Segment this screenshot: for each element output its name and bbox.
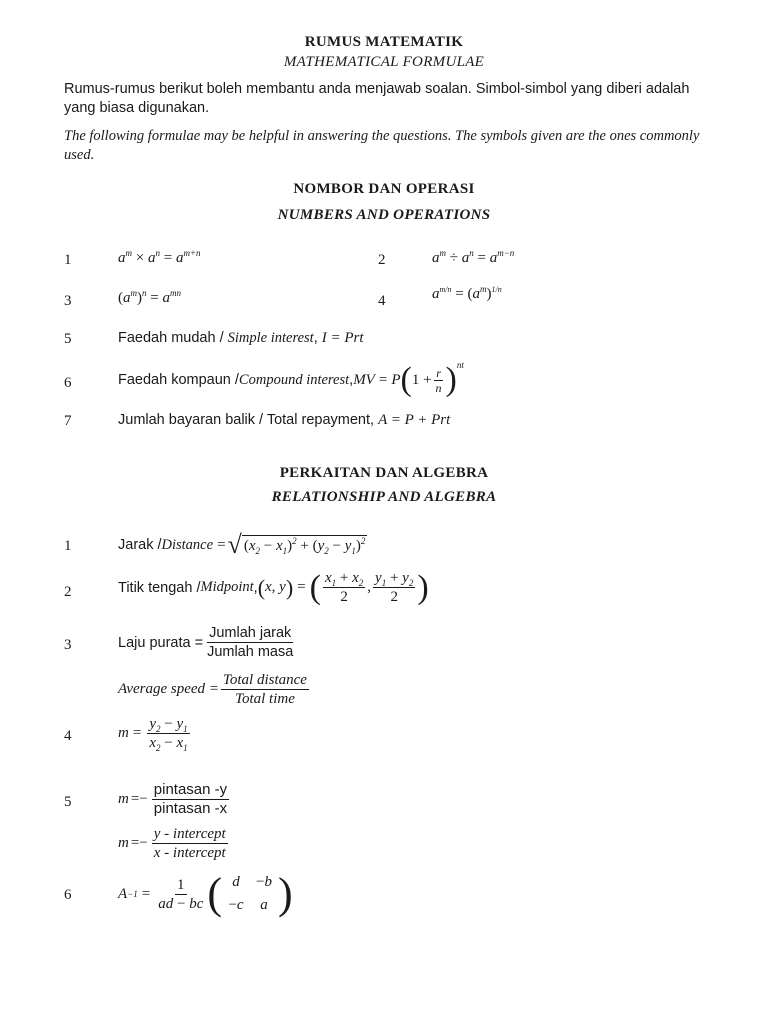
formula-inverse-matrix: A −1 = $\frac{1}{ad - bc}$ ( d −b −c a ) (118, 869, 293, 918)
section-subtitle-numbers: NUMBERS AND OPERATIONS (277, 207, 491, 223)
section-subtitle-algebra: RELATIONSHIP AND ALGEBRA (271, 489, 497, 505)
formula-index-power: $(a^m)^n = a^{mn}$ (118, 288, 181, 306)
formula-number: 7 (64, 413, 72, 429)
formula-gradient-intercept-en: m =− $\frac{\text{y - intercept}}{\text{x - intercept}}$ (118, 826, 226, 861)
formula-index-multiply: $a^m \times a^n = a^{m+n}$ (118, 248, 201, 266)
formula-simple-interest: Faedah mudah / Simple interest, I = Prt (118, 330, 364, 346)
formula-number: 6 (64, 887, 72, 903)
page-title: RUMUS MATEMATIK (304, 34, 464, 50)
page-subtitle: MATHEMATICAL FORMULAE (283, 54, 485, 70)
formula-fractional-index: $a^{m/n} = (a^m)^{1/n}$ (432, 284, 502, 302)
formula-index-divide: $a^m \div a^n = a^{m-n}$ (432, 248, 515, 266)
formula-number: 1 (64, 252, 72, 268)
intro-malay: Rumus-rumus berikut boleh membantu anda menjawab soalan. Simbol-simbol yang diberi adalah yang biasa digunakan. (64, 81, 690, 116)
formula-number: 2 (378, 252, 386, 268)
formula-gradient-intercept-ms: m =− $\frac{\text{pintasan -y}}{\text{pintasan -x}}$ (118, 781, 228, 817)
formula-number: 6 (64, 375, 72, 391)
formula-number: 5 (64, 794, 72, 810)
formula-midpoint: Titik tengah / Midpoint , ( x, y ) = ( $\frac{x_1 + x_2}{2}$ , $\frac{y_1 + y_2}{2}$ ) (118, 568, 429, 606)
formula-compound-interest: Faedah kompaun / Compound interest , MV = P ( 1 + $\frac{r}{n}$ ) nt (118, 360, 464, 398)
formula-gradient: m = $\frac{y_2 - y_1}{x_2 - x_1}$ (118, 716, 188, 753)
intro-english: The following formulae may be helpful in answering the questions. The symbols given are the ones commonly used. (64, 128, 700, 163)
formula-number: 3 (64, 637, 72, 653)
formula-average-speed-en: Average speed = $\frac{\text{Total distance}}{\text{Total time}}$ (118, 672, 307, 707)
section-title-numbers: NOMBOR DAN OPERASI (293, 181, 475, 197)
formula-average-speed-ms: Laju purata = $\frac{\text{Jumlah jarak}}{\text{Jumlah masa}}$ (118, 625, 294, 660)
formula-total-repayment: Jumlah bayaran balik / Total repayment, A = P + Prt (118, 412, 451, 428)
formula-number: 5 (64, 331, 72, 347)
formula-number: 1 (64, 538, 72, 554)
formula-number: 2 (64, 584, 72, 600)
formula-distance: Jarak / Distance = √ $(x_2 - x_1)^2 + (y_2 - y_1)^2$ (118, 530, 366, 559)
section-title-algebra: PERKAITAN DAN ALGEBRA (279, 465, 489, 481)
formula-number: 4 (378, 293, 386, 309)
formula-number: 3 (64, 293, 72, 309)
formula-number: 4 (64, 728, 72, 744)
